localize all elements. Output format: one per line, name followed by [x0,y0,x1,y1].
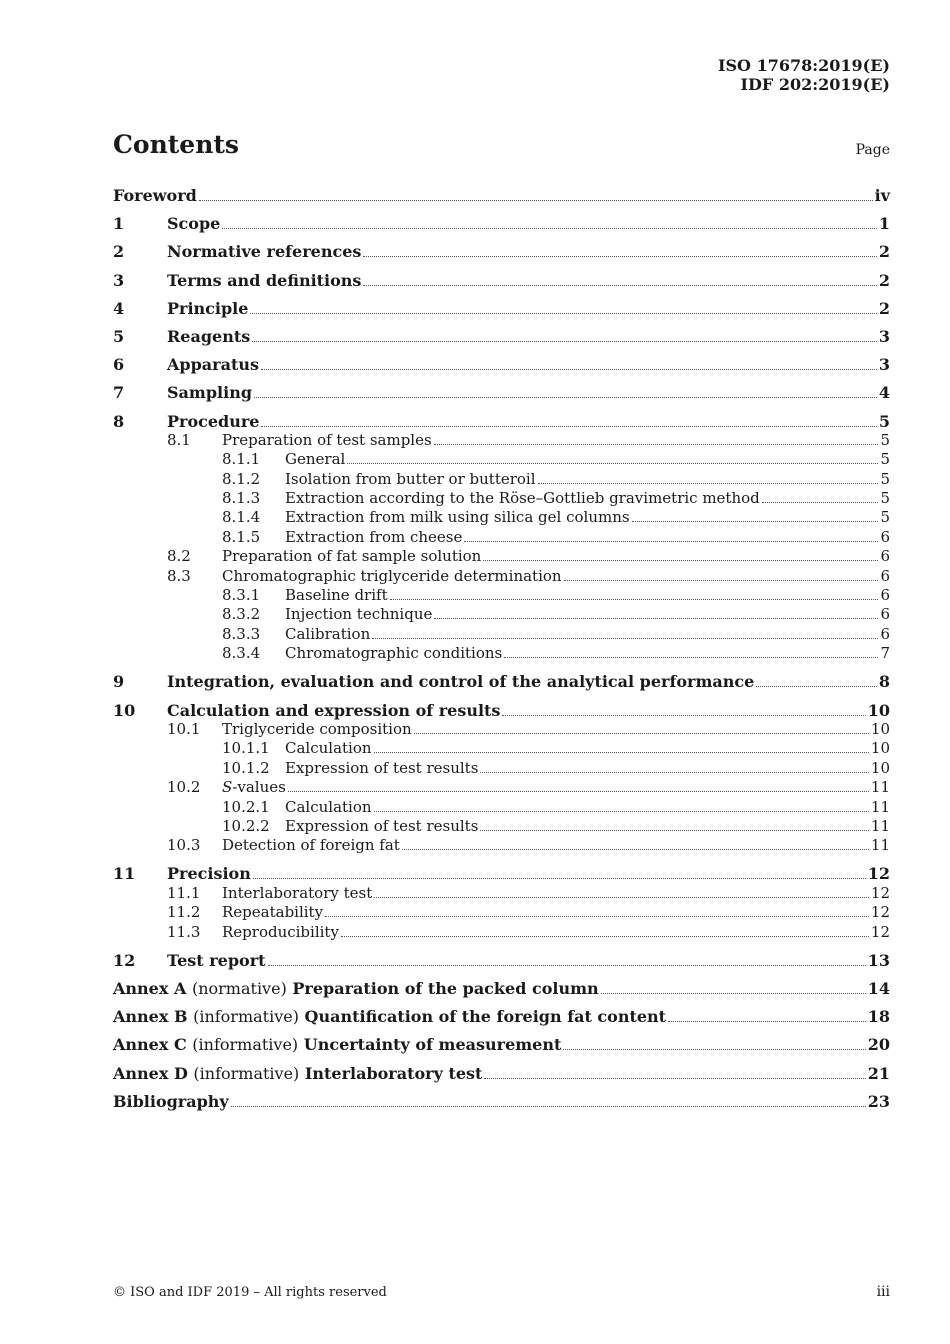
toc-entry-title: Expression of test results [285,816,479,835]
toc-entry-title: General [285,450,346,469]
toc-entry[interactable] [113,450,890,469]
toc-entry-number: 11.1 [167,883,201,902]
toc-entry-title: Reagents [167,326,251,346]
toc-dot-leader [374,752,869,753]
toc-entry-number: 10.2.2 [222,816,270,835]
toc-entry-number: 8.3.1 [222,586,261,605]
toc-entry[interactable] [113,327,890,346]
toc-page-number: 12 [870,922,890,941]
toc-dot-leader [668,1021,866,1022]
toc-entry[interactable] [113,864,890,883]
toc-entry[interactable] [113,299,890,318]
toc-entry[interactable] [113,1092,890,1111]
toc-page-number: 10 [867,700,890,720]
toc-entry-title: Repeatability [222,903,324,922]
toc-entry[interactable] [113,508,890,527]
toc-dot-leader [564,580,879,581]
toc-page-number: 6 [880,605,890,624]
toc-dot-leader [363,285,876,286]
toc-dot-leader [504,657,878,658]
toc-entry-number: 10.2 [167,778,201,797]
toc-page-number: 10 [870,719,890,738]
toc-entry[interactable] [113,383,890,402]
toc-dot-leader [502,715,865,716]
toc-entry[interactable] [113,759,890,778]
toc-entry-number: 11 [113,864,136,884]
toc-entry-title: Calibration [285,624,371,643]
toc-page-number: 3 [878,326,890,346]
toc-annex-id: Annex A [113,979,187,999]
toc-dot-leader [434,618,878,619]
toc-entry[interactable] [113,644,890,663]
toc-entry-number: 8.1.2 [222,469,261,488]
toc-entry-number: 1 [113,214,125,234]
toc-entry-title: Terms and definitions [167,270,362,290]
toc-page-number: 18 [867,1007,890,1027]
toc-entry[interactable] [113,903,890,922]
toc-annex-type: (informative) [193,1063,300,1083]
toc-dot-leader [483,560,878,561]
toc-dot-leader [199,200,873,201]
toc-entry[interactable] [113,567,890,586]
toc-entry-title: Calculation [285,797,372,816]
toc-page-number: 6 [880,527,890,546]
toc-entry-title: S-values [222,778,286,797]
toc-entry-title: Isolation from butter or butteroil [285,469,536,488]
toc-page-number: 12 [870,903,890,922]
toc-dot-leader [253,878,866,879]
toc-page-number: 11 [870,797,890,816]
toc-entry-number: 8.1 [167,430,191,449]
toc-entry-title: Scope [167,214,221,234]
toc-entry-title: Preparation of fat sample solution [222,547,482,566]
toc-entry-number: 3 [113,270,125,290]
toc-entry[interactable] [113,625,890,644]
page-number: iii [876,1284,890,1300]
toc-annex-type: (normative) [191,979,287,999]
toc-entry[interactable] [113,884,890,903]
toc-page-number: 5 [880,489,890,508]
toc-entry[interactable] [113,739,890,758]
toc-entry-number: 9 [113,672,125,692]
toc-page-number: 2 [878,298,890,318]
toc-entry[interactable] [113,271,890,290]
toc-entry[interactable] [113,923,890,942]
toc-entry-title: Expression of test results [285,758,479,777]
toc-entry[interactable] [113,586,890,605]
toc-dot-leader [563,1049,865,1050]
toc-annex-label [113,1064,482,1083]
toc-dot-leader [325,916,869,917]
toc-page-number: 14 [867,979,890,999]
toc-dot-leader [231,1106,866,1107]
toc-entry[interactable] [113,605,890,624]
toc-page-number: 5 [880,469,890,488]
toc-entry[interactable] [113,979,890,998]
toc-page-number: 2 [878,242,890,262]
toc-entry-title: Extraction from cheese [285,527,463,546]
toc-page-number: 11 [870,778,890,797]
toc-entry-title: Apparatus [167,355,259,375]
toc-entry[interactable] [113,720,890,739]
document-header [718,56,890,94]
toc-page-number: 10 [870,739,890,758]
toc-entry-title: Preparation of the packed column [292,979,599,999]
toc-dot-leader [363,256,876,257]
toc-annex-label [113,1007,666,1026]
toc-entry-number: 6 [113,355,125,375]
toc-entry-number: 7 [113,383,125,403]
toc-entry-number: 8.3.4 [222,644,261,663]
toc-entry-number: 8.3.3 [222,624,261,643]
toc-entry-number: 8 [113,411,125,431]
toc-entry[interactable] [113,412,890,431]
toc-entry-number: 8.1.5 [222,527,261,546]
toc-entry-number: 11.2 [167,903,201,922]
toc-dot-leader [261,426,876,427]
toc-entry-number: 10.3 [167,836,201,855]
contents-title-row [113,130,890,164]
toc-entry[interactable] [113,951,890,970]
toc-entry-title: Normative references [167,242,362,262]
toc-entry[interactable] [113,547,890,566]
toc-annex-type: (informative) [193,1007,299,1027]
toc-entry-number: 2 [113,242,125,262]
toc-page-number: iv [874,186,890,205]
toc-page-number: 12 [870,883,890,902]
toc-page-number: 6 [880,624,890,643]
toc-entry-number: 5 [113,326,125,346]
toc-dot-leader [434,444,879,445]
copyright-notice: © ISO and IDF 2019 – All rights reserved [113,1285,387,1300]
toc-entry-title: Baseline drift [285,586,388,605]
toc-dot-leader [414,733,869,734]
toc-page-number: 1 [878,214,890,234]
toc-page-number: 20 [867,1035,890,1055]
toc-dot-leader [268,965,866,966]
toc-dot-leader [480,772,869,773]
toc-entry[interactable] [113,1007,890,1026]
table-of-contents [113,186,890,1111]
toc-entry[interactable] [113,778,890,797]
toc-entry-number: 8.2 [167,547,191,566]
toc-entry-title: Precision [167,864,251,884]
toc-entry-title: Principle [167,298,249,318]
toc-entry[interactable] [113,836,890,855]
toc-entry-title: Test report [167,950,266,970]
toc-entry[interactable] [113,528,890,547]
toc-entry-title: Foreword [113,186,197,205]
toc-entry-title: Triglyceride composition [222,719,412,738]
toc-entry[interactable] [113,470,890,489]
toc-entry-number: 11.3 [167,922,201,941]
toc-annex-label [113,979,599,998]
toc-entry-title: Detection of foreign fat [222,836,400,855]
toc-entry-title: Integration, evaluation and control of the analytical performance [167,672,755,692]
toc-page-number: 23 [867,1091,890,1111]
toc-entry-title: Chromatographic triglyceride determination [222,566,562,585]
toc-annex-id: Annex B [113,1007,188,1027]
toc-entry-number: 10.1.2 [222,758,270,777]
toc-page-number: 21 [867,1063,890,1083]
toc-entry-number: 8.3.2 [222,605,261,624]
toc-entry[interactable] [113,672,890,691]
toc-entry-number: 12 [113,950,136,970]
toc-entry[interactable] [113,701,890,720]
toc-entry[interactable] [113,186,890,205]
toc-entry-title: Reproducibility [222,922,339,941]
page-title: Contents [113,130,240,159]
toc-annex-id: Annex C [113,1035,187,1055]
toc-entry[interactable] [113,431,890,450]
toc-page-number: 2 [878,270,890,290]
toc-entry-title: Extraction according to the Röse–Gottlieb gravimetric method [285,489,760,508]
toc-entry-number: 8.3 [167,566,191,585]
toc-page-number: 8 [878,672,890,692]
toc-entry-number: 10.2.1 [222,797,270,816]
toc-entry[interactable] [113,214,890,233]
toc-dot-leader [601,993,866,994]
toc-entry-title: Chromatographic conditions [285,644,503,663]
toc-annex-label [113,1035,561,1054]
toc-dot-leader [390,599,879,600]
toc-entry-title: Quantification of the foreign fat content [304,1007,667,1027]
toc-entry[interactable] [113,798,890,817]
toc-dot-leader [347,463,878,464]
toc-page-number: 12 [867,864,890,884]
toc-entry[interactable] [113,817,890,836]
toc-dot-leader [538,483,879,484]
toc-dot-leader [372,638,878,639]
toc-dot-leader [374,811,869,812]
toc-entry-number: 10.1.1 [222,739,270,758]
toc-entry-title: Uncertainty of measurement [303,1035,562,1055]
toc-entry-title: Interlaboratory test [222,883,373,902]
toc-entry[interactable] [113,1035,890,1054]
toc-entry-title: Sampling [167,383,253,403]
toc-page-number: 11 [870,836,890,855]
toc-dot-leader [254,397,877,398]
toc-page-number: 4 [878,383,890,403]
toc-page-number: 6 [880,547,890,566]
toc-dot-leader [250,313,876,314]
toc-page-number: 3 [878,355,890,375]
toc-dot-leader [480,830,869,831]
toc-entry-title: Procedure [167,411,260,431]
toc-entry-title: Calculation [285,739,372,758]
toc-dot-leader [341,936,869,937]
toc-page-number: 10 [870,758,890,777]
toc-entry-title: Preparation of test samples [222,430,432,449]
toc-dot-leader [222,228,877,229]
toc-entry[interactable] [113,355,890,374]
toc-dot-leader [402,849,869,850]
toc-entry-number: 8.1.3 [222,489,261,508]
toc-page-number: 6 [880,566,890,585]
toc-annex-id: Annex D [113,1063,188,1083]
toc-entry-number: 10 [113,700,136,720]
toc-dot-leader [762,502,879,503]
toc-entry-number: 8.1.4 [222,508,261,527]
toc-annex-type: (informative) [192,1035,299,1055]
toc-dot-leader [252,341,877,342]
toc-entry-number: 4 [113,298,125,318]
toc-dot-leader [288,791,869,792]
toc-dot-leader [756,686,877,687]
toc-page-number: 7 [880,644,890,663]
toc-entry[interactable] [113,242,890,261]
toc-dot-leader [632,521,879,522]
standard-number-iso: ISO 17678:2019(E) [718,56,890,75]
page-column-header: Page [855,142,890,158]
toc-page-number: 5 [878,411,890,431]
toc-page-number: 13 [867,950,890,970]
toc-entry-title: Bibliography [113,1091,229,1111]
toc-page-number: 5 [880,508,890,527]
toc-entry-number: 8.1.1 [222,450,261,469]
toc-page-number: 5 [880,430,890,449]
toc-page-number: 11 [870,816,890,835]
toc-entry-title: Calculation and expression of results [167,700,501,720]
toc-entry-title: Injection technique [285,605,433,624]
standard-number-idf: IDF 202:2019(E) [740,75,890,94]
toc-entry[interactable] [113,1064,890,1083]
toc-entry-title: Interlaboratory test [304,1063,483,1083]
toc-dot-leader [484,1078,865,1079]
toc-page-number: 5 [880,450,890,469]
toc-page-number: 6 [880,586,890,605]
toc-entry[interactable] [113,489,890,508]
toc-dot-leader [374,897,869,898]
toc-entry-number: 10.1 [167,719,201,738]
toc-entry-title: Extraction from milk using silica gel columns [285,508,630,527]
toc-dot-leader [261,369,877,370]
toc-dot-leader [464,541,878,542]
